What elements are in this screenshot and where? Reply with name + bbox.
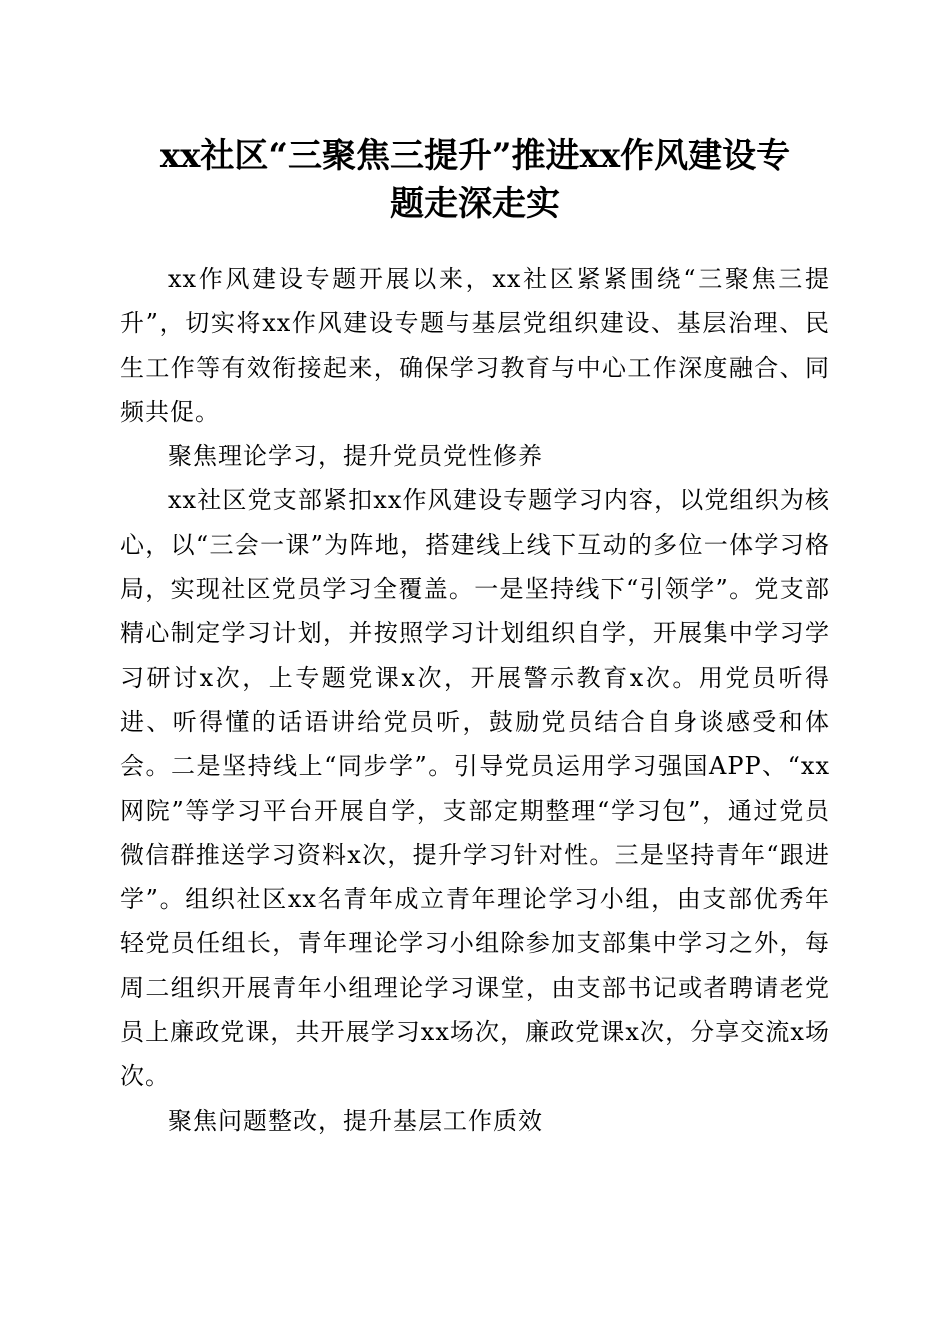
section-heading-theory-study: 聚焦理论学习，提升党员党性修养: [168, 442, 543, 471]
section-heading-problem-rectification: 聚焦问题整改，提升基层工作质效: [168, 1106, 543, 1135]
theory-study-paragraph: xx社区党支部紧扣xx作风建设专题学习内容，以党组织为核心，以“三会一课”为阵地，搭建线上线下互动的多位一体学习格局，实现社区党员学习全覆盖。一是坚持线下“引领学”。党支部精心制定学习计划，并按照学习计划组织自学，开展集中学习学习研讨x次，上专题党课x次，开展警示教育x次。用党员听得进、听得懂的话语讲给党员听，鼓励党员结合自身谈感受和体会。二是坚持线上“同步学”。引导党员运用学习强国APP、“xx网院”等学习平台开展自学，支部定期整理“学习包”，通过党员微信群推送学习资料x次，提升学习针对性。三是坚持青年“跟进学”。组织社区xx名青年成立青年理论学习小组，由支部优秀年轻党员任组长，青年理论学习小组除参加支部集中学习之外，每周二组织开展青年小组理论学习课堂，由支部书记或者聘请老党员上廉政党课，共开展学习xx场次，廉政党课x次，分享交流x场次。: [120, 486, 830, 1091]
title-line-1: xx社区“三聚焦三提升”推进xx作风建设专: [159, 136, 791, 176]
document-title: [100, 132, 850, 228]
intro-paragraph: xx作风建设专题开展以来，xx社区紧紧围绕“三聚焦三提升”，切实将xx作风建设专题与基层党组织建设、基层治理、民生工作等有效衔接起来，确保学习教育与中心工作深度融合、同频共促。: [120, 265, 830, 426]
title-line-2: 题走深走实: [390, 184, 560, 224]
document-body: [120, 257, 830, 1143]
